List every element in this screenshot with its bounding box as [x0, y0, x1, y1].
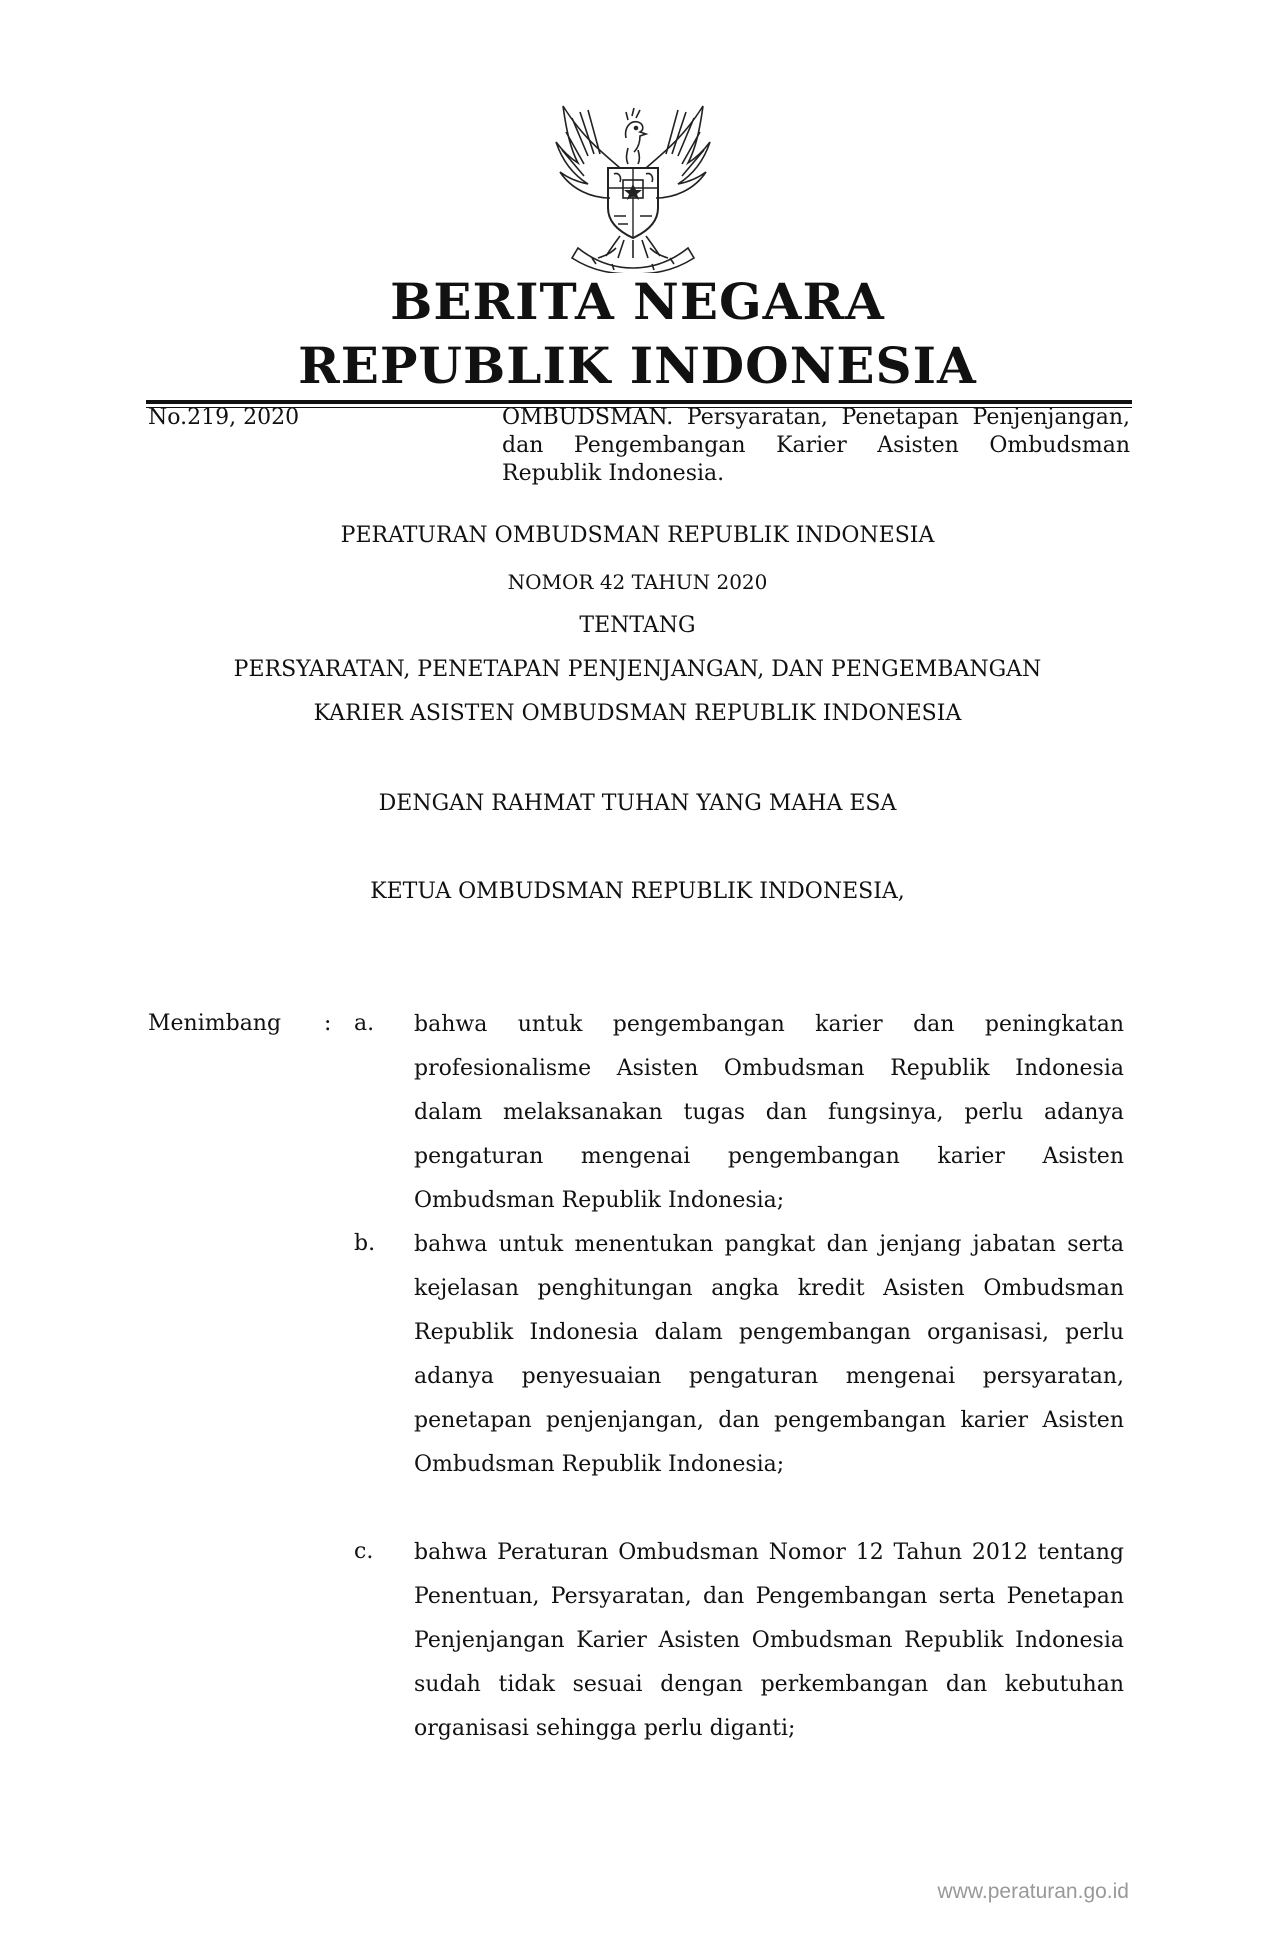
- issue-description: OMBUDSMAN. Persyaratan, Penetapan Penjenjangan, dan Pengembangan Karier Asisten Ombudsman Republik Indonesia.: [502, 405, 1130, 486]
- regulation-type: PERATURAN OMBUDSMAN REPUBLIK INDONESIA: [340, 523, 935, 548]
- consideration-letter: b.: [354, 1231, 376, 1256]
- garuda-emblem-icon: [548, 98, 718, 273]
- source-url: www.peraturan.go.id: [937, 1880, 1129, 1903]
- masthead-title-line1: BERITA NEGARA: [390, 272, 885, 331]
- consideration-letter: a.: [354, 1011, 375, 1036]
- consideration-text: bahwa untuk pengembangan karier dan peningkatan profesionalisme Asisten Ombudsman Republik Indonesia dalam melaksanakan tugas dan fungsinya, perlu adanya pengaturan mengenai pengembangan karier Asisten Ombudsman Republik Indonesia;: [414, 1012, 1124, 1213]
- consideration-text: bahwa untuk menentukan pangkat dan jenjang jabatan serta kejelasan penghitungan angka kredit Asisten Ombudsman Republik Indonesia dalam pengembangan organisasi, perlu adanya penyesuaian pengaturan mengenai persyaratan, penetapan penjenjangan, dan pengembangan karier Asisten Ombudsman Republik Indonesia;: [414, 1232, 1124, 1477]
- regulation-number: NOMOR 42 TAHUN 2020: [507, 570, 768, 594]
- regulation-subject-line2: KARIER ASISTEN OMBUDSMAN REPUBLIK INDONESIA: [313, 701, 962, 726]
- considerations-colon: :: [324, 1011, 332, 1036]
- consideration-text: bahwa Peraturan Ombudsman Nomor 12 Tahun 2012 tentang Penentuan, Persyaratan, dan Pengembangan serta Penetapan Penjenjangan Karier Asisten Ombudsman Republik Indonesia sudah tidak sesuai dengan perkembangan dan kebutuhan organisasi sehingga perlu diganti;: [414, 1540, 1124, 1741]
- regulation-about-label: TENTANG: [579, 613, 696, 638]
- issue-number: No.219, 2020: [148, 405, 300, 430]
- consideration-letter: c.: [354, 1539, 374, 1564]
- issuing-authority: KETUA OMBUDSMAN REPUBLIK INDONESIA,: [370, 879, 905, 904]
- masthead-title-line2: REPUBLIK INDONESIA: [298, 336, 977, 395]
- considerations-label: Menimbang: [148, 1011, 282, 1036]
- invocation: DENGAN RAHMAT TUHAN YANG MAHA ESA: [378, 791, 897, 816]
- regulation-subject-line1: PERSYARATAN, PENETAPAN PENJENJANGAN, DAN PENGEMBANGAN: [233, 657, 1042, 682]
